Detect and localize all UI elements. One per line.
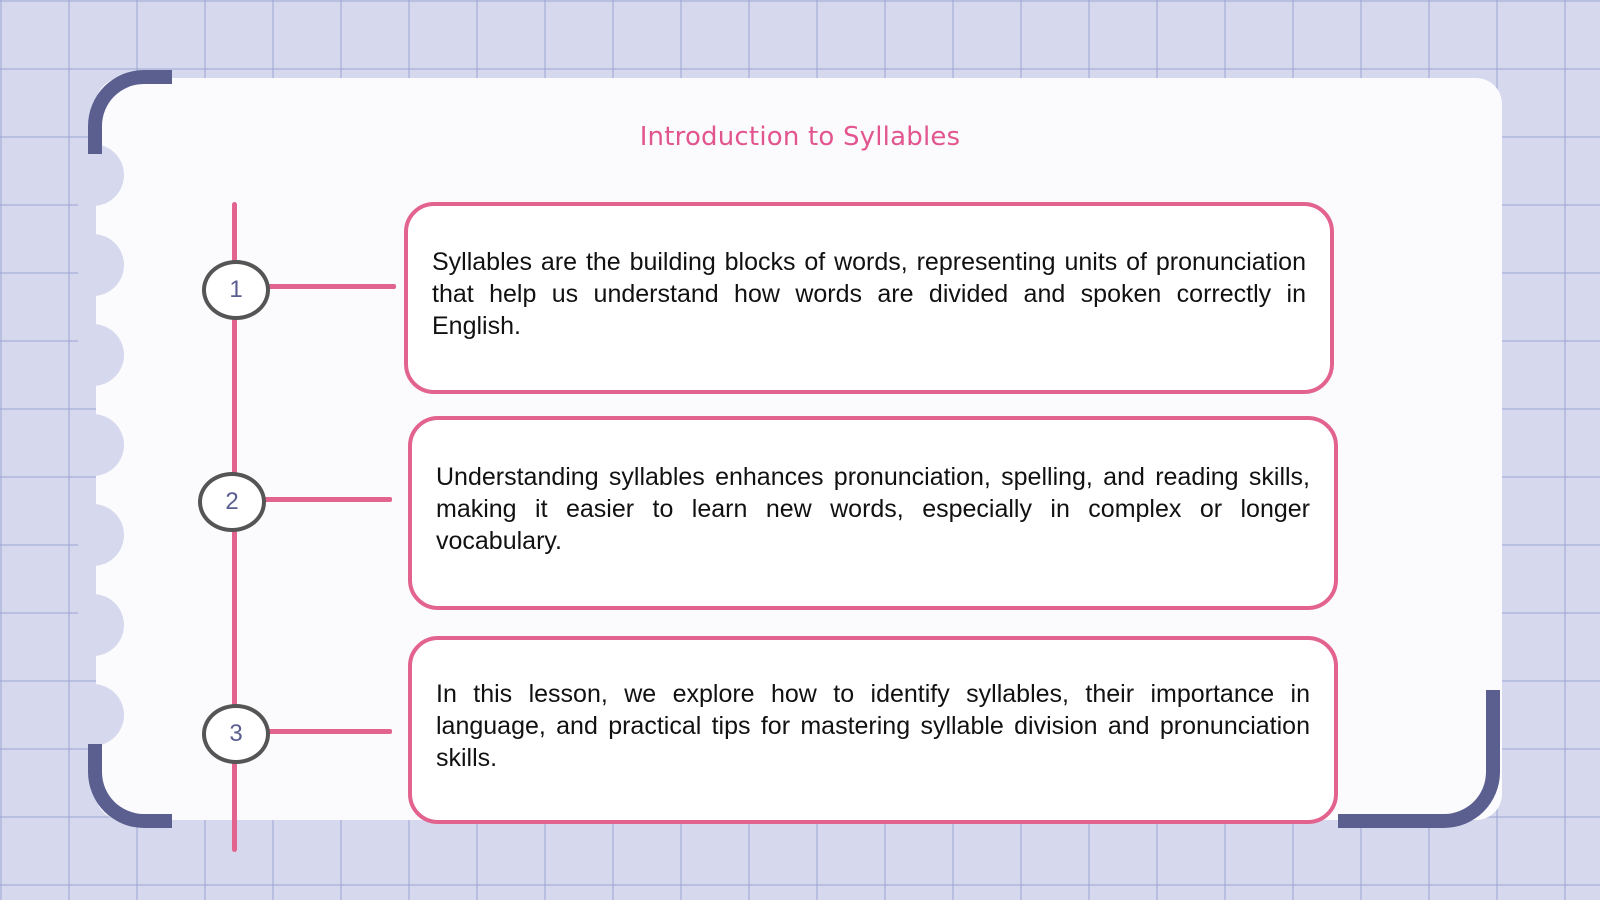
- point-text: Understanding syllables enhances pronunciation, spelling, and reading skills, making it easier to learn new words, especially in complex or longer vocabulary.: [436, 463, 1310, 555]
- timeline-connector: [266, 284, 396, 289]
- slide-title: Introduction to Syllables: [639, 122, 961, 152]
- frame-corner-bottom-right: [1338, 690, 1500, 828]
- point-text: Syllables are the building blocks of words, representing units of pronunciation that help us understand how words are divided and spoken correctly in English.: [432, 248, 1306, 340]
- step-number: 1: [229, 276, 243, 303]
- timeline-connector: [262, 497, 392, 502]
- step-number: 2: [225, 488, 239, 515]
- timeline-connector: [266, 729, 392, 734]
- point-card-3: [408, 636, 1338, 824]
- point-card-1: [404, 202, 1334, 394]
- point-text: In this lesson, we explore how to identify syllables, their importance in language, and practical tips for mastering syllable division and pronunciation skills.: [436, 680, 1310, 772]
- step-number: 3: [229, 720, 243, 747]
- step-marker-3: [202, 704, 270, 764]
- step-marker-2: [198, 472, 266, 532]
- step-marker-1: [202, 260, 270, 320]
- point-card-2: [408, 416, 1338, 610]
- frame-corner-bottom-left: [88, 744, 172, 828]
